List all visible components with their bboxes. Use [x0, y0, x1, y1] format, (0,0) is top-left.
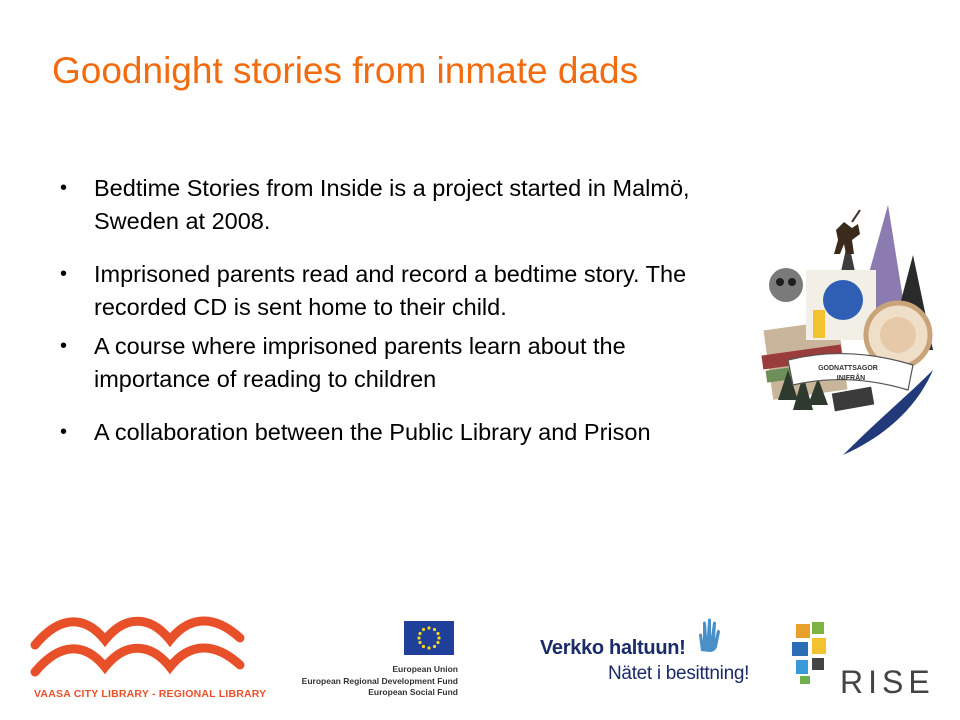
bedtime-stories-collage-illustration: [748, 200, 948, 465]
unicorn-figure: [834, 210, 860, 254]
bullet-text: A collaboration between the Public Library and Prison: [94, 419, 651, 445]
verkko-haltuun-logo-subtitle: Nätet i besittning!: [608, 663, 750, 684]
bullet-text: Imprisoned parents read and record a bedtime story. The recorded CD is sent home to their child.: [94, 261, 687, 320]
yellow-shape: [813, 310, 825, 338]
blue-shape: [823, 280, 863, 320]
vaasa-logo-text: VAASA CITY LIBRARY - REGIONAL LIBRARY: [34, 688, 267, 700]
bullet-list: [60, 172, 730, 469]
bullet-text: A course where imprisoned parents learn about the importance of reading to children: [94, 333, 626, 392]
bullet-marker: •: [60, 177, 68, 199]
rise-logo-text: RISE: [840, 664, 935, 700]
banner-text-line2: INIFRÅN: [836, 375, 866, 382]
bullet-marker: •: [60, 421, 68, 443]
bullet-item: [60, 330, 730, 396]
skull-icon: [769, 268, 803, 302]
bullet-text: Bedtime Stories from Inside is a project started in Malmö, Sweden at 2008.: [94, 175, 690, 234]
bullet-item: [60, 172, 730, 238]
slide-title: Goodnight stories from inmate dads: [52, 50, 639, 91]
rise-logo-mark-icon: [790, 620, 838, 684]
eu-line: European Union: [392, 664, 458, 674]
hand-icon: [695, 617, 721, 653]
eu-flag-icon: [404, 621, 454, 655]
eu-logo-text: [288, 664, 458, 699]
verkko-haltuun-logo-title: Verkko haltuun!: [540, 637, 686, 659]
bullet-item: [60, 416, 730, 449]
banner-text-line1: GODNATTSAGOR: [818, 365, 878, 372]
bullet-item: [60, 258, 730, 324]
bullet-marker: •: [60, 335, 68, 357]
bullet-marker: •: [60, 263, 68, 285]
eu-line: European Social Fund: [368, 687, 458, 697]
eu-line: European Regional Development Fund: [301, 675, 458, 686]
